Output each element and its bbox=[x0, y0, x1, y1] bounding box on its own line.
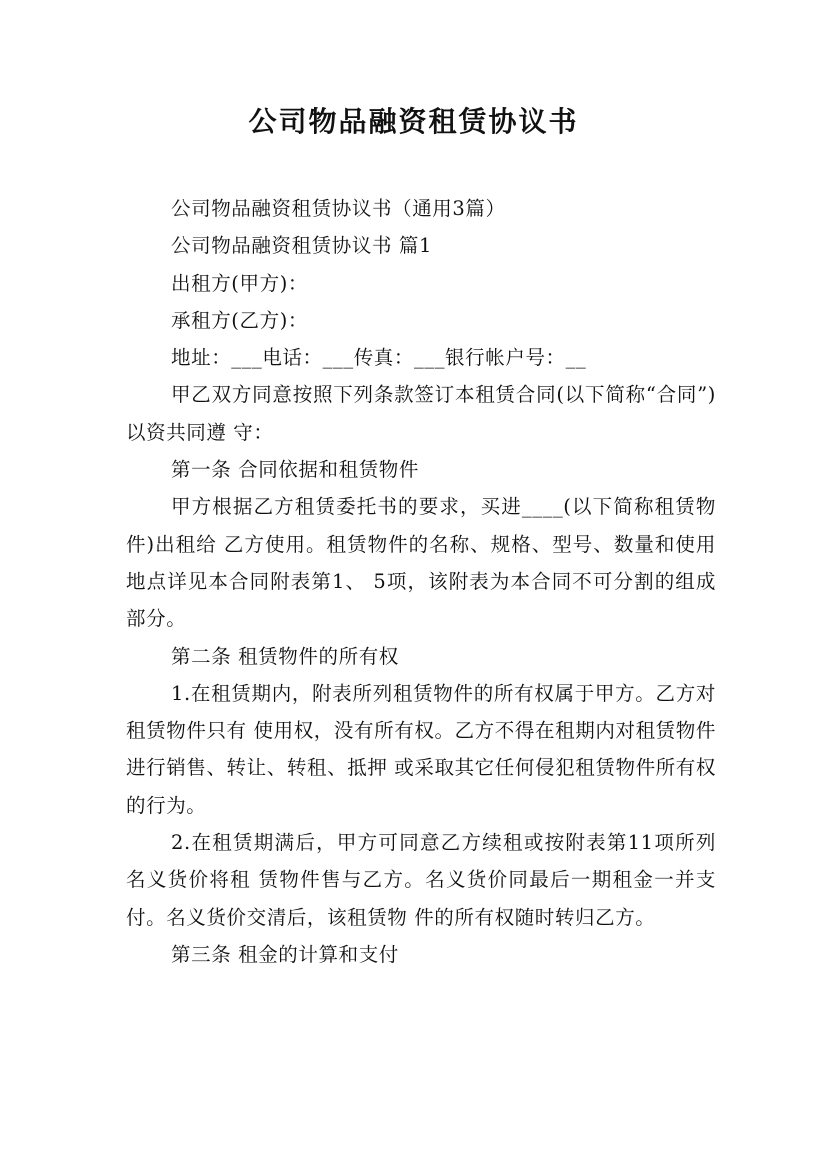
article-heading: 第二条 租赁物件的所有权 bbox=[171, 644, 399, 668]
lessee-line: 承租方(乙方)： bbox=[171, 308, 309, 332]
subtitle-paragraph: 公司物品融资租赁协议书（通用3篇） bbox=[171, 197, 506, 220]
contact-line: 地址：___电话：___传真：___银行帐户号：__ bbox=[171, 346, 587, 370]
document-title: 公司物品融资租赁协议书 bbox=[248, 105, 579, 138]
article-heading: 第三条 租金的计算和支付 bbox=[171, 942, 399, 966]
body-paragraph: 1.在租赁期内，附表所列租赁物件的所有权属于甲方。乙方对租赁物件只有 使用权，没有所有权。乙方不得在租期内对租赁物件进行销售、转让、转租、抵押 或采取其它任何侵犯租赁物件所有权的行为。 bbox=[126, 681, 716, 817]
body-paragraph: 甲乙双方同意按照下列条款签订本租赁合同(以下简称“合同”)以资共同遵 守： bbox=[126, 383, 716, 444]
document-body bbox=[126, 190, 716, 973]
body-paragraph: 2.在租赁期满后，甲方可同意乙方续租或按附表第11项所列名义货价将租 赁物件售与乙方。名义货价同最后一期租金一并支付。名义货价交清后，该租赁物 件的所有权随时转归乙方。 bbox=[126, 831, 716, 929]
lessor-line: 出租方(甲方)： bbox=[171, 271, 309, 295]
section-heading: 公司物品融资租赁协议书 篇1 bbox=[171, 234, 433, 258]
article-heading: 第一条 合同依据和租赁物件 bbox=[171, 458, 419, 482]
body-paragraph: 甲方根据乙方租赁委托书的要求，买进____(以下简称租赁物件)出租给 乙方使用。租赁物件的名称、规格、型号、数量和使用地点详见本合同附表第1、 5项，该附表为本合同不可分割的组成部分。 bbox=[126, 495, 716, 631]
